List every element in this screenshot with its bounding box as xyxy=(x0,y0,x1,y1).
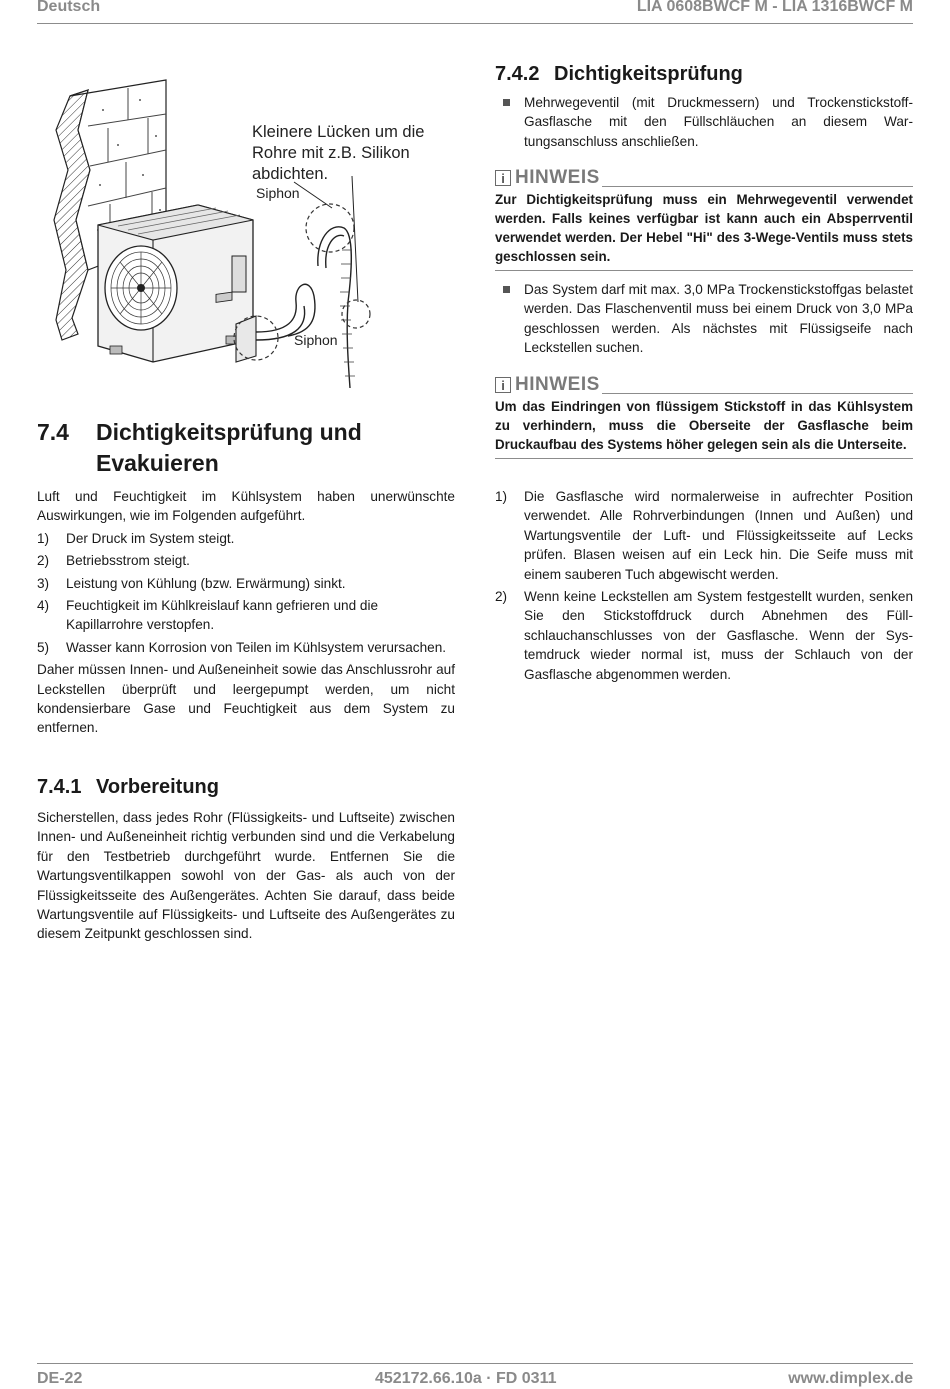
section-number: 7.4 xyxy=(37,419,69,445)
section-number: 7.4.2 xyxy=(495,63,540,85)
list-item-text: Wenn keine Leckstellen am System festgestellt wurden, senken Sie den Stickstoffdruck durch Abnehmen des Füllschlauchanschlusses von der Gasflasche. Wenn der Systemdruck wieder normal ist, muss der Schlauch von der Gasflasche abgenommen werden. xyxy=(524,589,913,682)
installation-figure xyxy=(48,70,458,400)
divider xyxy=(602,186,913,188)
header-model: LIA 0608BWCF M - LIA 1316BWCF M xyxy=(636,0,913,15)
list-item-number: 1) xyxy=(37,530,50,546)
list-item-text: Das System darf mit max. 3,0 MPa Trockenstickstoffgas belastet werden. Das Flaschenventil muss bei einem Druck von 3,0 MPa geschlossen werden. Als nächstes mit Flüssigseife nach Leckstellen suchen. xyxy=(524,282,913,356)
steps-list xyxy=(495,487,913,684)
section-7-4-2 xyxy=(495,62,913,151)
section-7-4-intro: Luft und Feuchtigkeit im Kühlsystem haben unerwünschte Auswirkungen, wie im Folgenden aufgeführt. xyxy=(37,489,455,524)
hinweis-label: HINWEIS xyxy=(515,374,600,395)
outdoor-unit-illustration xyxy=(48,70,458,400)
hinweis-text: Zur Dichtigkeitsprüfung muss ein Mehrwegeventil verwendet werden. Falls keines verfügbar ist kann auch ein Absperrventil verwendet werden. Der Hebel "Hi" des 3-Wege-Ventils muss stets geschlossen sein. xyxy=(495,192,913,264)
section-7-4-heading xyxy=(37,417,362,479)
list-item-number: 3) xyxy=(37,575,50,591)
section-7-4-body xyxy=(37,487,455,738)
section-title: Vorbereitung xyxy=(96,776,219,798)
hinweis-text: Um das Eindringen von flüssigem Stickstoff in das Kühlsystem zu verhindern, muss die Oberseite der Gasflasche beim Druckaufbau des Systems höher gelegen sein als die Unterseite. xyxy=(495,399,913,452)
label-siphon-bottom: Siphon xyxy=(294,332,338,348)
section-7-4-2-heading xyxy=(495,62,913,86)
effects-list xyxy=(37,529,455,657)
list-item-text: Wasser kann Korrosion von Teilen im Kühlsystem verursachen. xyxy=(66,639,447,655)
list-item xyxy=(37,551,455,570)
bullet-list xyxy=(495,93,913,151)
info-icon: i xyxy=(495,170,511,186)
list-item xyxy=(495,487,913,584)
document-code: 452172.66.10a · FD 0311 xyxy=(375,1370,557,1387)
divider xyxy=(602,393,913,395)
square-bullet-icon xyxy=(503,286,510,293)
list-item-number: 1) xyxy=(495,489,508,504)
list-item-number: 2) xyxy=(495,589,508,605)
section-7-4-1-text: Sicherstellen, dass jedes Rohr (Flüssigkeits- und Luftseite) zwischen Innen- und Außeneinheit richtig verbunden sind und die Verkabelung für den Testbetrieb durchgeführt wurde. Entfernen Sie die Wartungsventilkappen sowohl von der Gas- als auch von der Flüssigkeitsseite des Außengerätes. Achten Sie darauf, dass beide Wartungsventile auf Flüssigkeits- und Luftseite des Außengerätes zu diesem Zeitpunkt geschlossen sind. xyxy=(37,810,455,942)
list-item xyxy=(37,529,455,548)
hinweis-box-2 xyxy=(495,374,913,459)
section-7-4-1-heading xyxy=(37,775,455,799)
section-7-4-1 xyxy=(37,775,455,944)
list-item xyxy=(495,587,913,684)
list-item-number: 2) xyxy=(37,553,50,569)
list-item-text: Die Gasflasche wird normalerweise in aufrechter Position verwendet. Alle Rohrverbindungen (Innen und Außen) und Wartungsventile der Luft- und Flüssigkeitsseite auf Lecks prüfen. Blasen weisen auf ein Leck hin. Die Seife muss mit einem sauberen Tuch abgewischt werden. xyxy=(524,489,913,582)
square-bullet-icon xyxy=(503,99,510,106)
list-item xyxy=(37,638,455,657)
figure-caption-line: abdichten. xyxy=(252,165,329,183)
list-item xyxy=(37,574,455,593)
header-language: Deutsch xyxy=(37,0,101,15)
section-7-4-2-bullet2 xyxy=(495,280,913,358)
info-icon: i xyxy=(495,377,511,393)
hinweis-box-1 xyxy=(495,167,913,271)
hinweis-header xyxy=(495,167,913,189)
figure-caption-line: Kleinere Lücken um die xyxy=(252,123,425,141)
list-item-text: Der Druck im System steigt. xyxy=(66,530,235,546)
list-item-text: Mehrwegeventil (mit Druckmessern) und Trockenstickstoff-Gasflasche mit den Füllschläuchen an diesem Wartungsanschluss anschließen. xyxy=(524,95,913,149)
list-item xyxy=(495,280,913,358)
section-title-line2: Evakuieren xyxy=(96,450,219,476)
bullet-list xyxy=(495,280,913,358)
label-siphon-top: Siphon xyxy=(256,185,300,201)
section-title: Dichtigkeitsprüfung xyxy=(554,63,743,85)
section-7-4-outro: Daher müssen Innen- und Außeneinheit sowie das Anschlussrohr auf Leckstellen überprüft und leergepumpt werden, um nicht kondensierbare Gase und Feuchtigkeit aus dem System zu entfernen. xyxy=(37,662,455,736)
section-7-4-2-steps xyxy=(495,487,913,684)
section-number: 7.4.1 xyxy=(37,776,82,798)
list-item-text: Betriebsstrom steigt. xyxy=(66,553,190,569)
section-title-line1: Dichtigkeitsprüfung und xyxy=(96,419,362,445)
list-item-text: Feuchtigkeit im Kühlkreislauf kann gefrieren und die Kapillarrohre verstopfen. xyxy=(66,598,379,633)
page-number: DE-22 xyxy=(37,1370,83,1387)
page-header xyxy=(37,0,913,24)
page-footer xyxy=(37,1363,913,1387)
list-item xyxy=(37,596,455,635)
list-item-number: 5) xyxy=(37,639,50,655)
figure-caption-line: Rohre mit z.B. Silikon xyxy=(252,144,410,162)
list-item-text: Leistung von Kühlung (bzw. Erwärmung) sinkt. xyxy=(66,575,346,591)
hinweis-header xyxy=(495,374,913,396)
list-item xyxy=(495,93,913,151)
list-item-number: 4) xyxy=(37,598,50,614)
website-link[interactable]: www.dimplex.de xyxy=(788,1370,913,1387)
figure-caption xyxy=(252,122,424,185)
hinweis-label: HINWEIS xyxy=(515,167,600,188)
